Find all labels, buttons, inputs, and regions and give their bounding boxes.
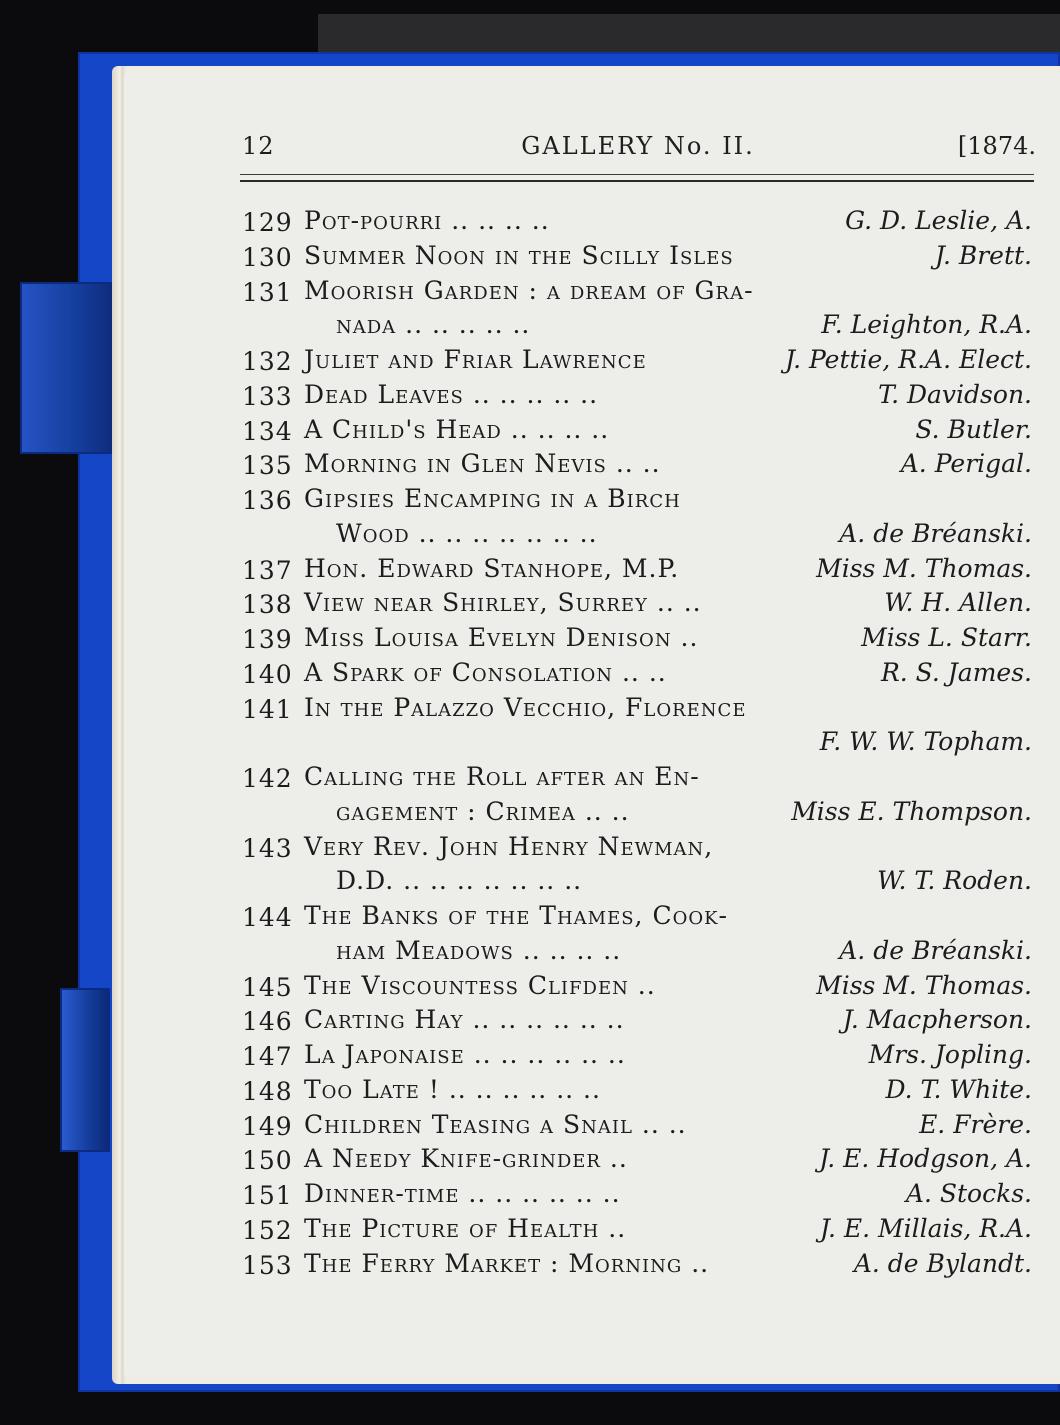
entry-title: Dead Leaves .. .. .. .. ..	[304, 379, 599, 409]
entry-number: 143	[242, 833, 293, 863]
catalogue-entry	[240, 1040, 1034, 1074]
entry-title: nada .. .. .. .. ..	[336, 310, 531, 340]
entry-artist: J. E. Hodgson, A.	[819, 1144, 1032, 1174]
catalogue-entry	[240, 693, 1034, 727]
entry-artist: S. Butler.	[915, 414, 1032, 444]
entry-artist: A. Perigal.	[900, 449, 1032, 479]
entry-artist: A. de Bylandt.	[853, 1248, 1032, 1278]
catalogue-entry	[240, 554, 1034, 588]
catalogue-entry	[240, 1179, 1034, 1213]
entry-artist: D. T. White.	[885, 1074, 1032, 1104]
catalogue-entry	[240, 276, 1034, 310]
page-number: 12	[242, 132, 275, 160]
catalogue-entry	[240, 901, 1034, 935]
entry-title: Moorish Garden : a dream of Gra-	[304, 275, 754, 305]
entry-number: 138	[242, 590, 293, 620]
entry-title: Morning in Glen Nevis .. ..	[304, 449, 661, 479]
entry-number: 142	[242, 764, 293, 793]
running-head	[240, 132, 1036, 168]
catalogue-entry	[240, 415, 1034, 449]
entry-number: 140	[242, 659, 293, 689]
entry-artist: Miss L. Starr.	[861, 623, 1032, 652]
catalogue-entry	[240, 449, 1034, 483]
entry-artist: W. H. Allen.	[884, 588, 1032, 618]
entry-artist: J. Pettie, R.A. Elect.	[785, 345, 1032, 374]
entry-title: A Child's Head .. .. .. ..	[304, 414, 610, 444]
catalogue-entry	[240, 1249, 1034, 1283]
entry-title: D.D. .. .. .. .. .. .. ..	[336, 866, 583, 896]
entry-title: A Spark of Consolation .. ..	[304, 657, 667, 687]
header-rule-thin	[240, 174, 1034, 175]
entry-title: A Needy Knife-grinder ..	[304, 1144, 628, 1174]
entry-number: 133	[242, 381, 293, 411]
entry-number: 144	[242, 903, 293, 932]
catalogue-entry	[240, 623, 1034, 657]
catalogue-entry	[240, 1075, 1034, 1109]
catalogue-entry	[240, 797, 1034, 831]
entry-number: 135	[242, 451, 293, 481]
entry-number: 132	[242, 347, 293, 376]
entry-artist: A. de Bréanski.	[839, 518, 1032, 548]
header-rule-thick	[240, 180, 1034, 182]
entry-number: 152	[242, 1215, 293, 1245]
catalogue-entry	[240, 727, 1034, 761]
entry-number: 136	[242, 486, 293, 515]
entry-number: 153	[242, 1250, 293, 1280]
entry-artist: J. Macpherson.	[842, 1005, 1032, 1035]
entry-title: La Japonaise .. .. .. .. .. ..	[304, 1040, 626, 1069]
entry-artist: Mrs. Jopling.	[868, 1040, 1032, 1069]
entry-title: Wood .. .. .. .. .. .. ..	[336, 518, 598, 548]
entry-title: gagement : Crimea .. ..	[336, 796, 630, 826]
entry-number: 150	[242, 1146, 293, 1176]
catalogue-entry	[240, 241, 1034, 275]
entry-number: 147	[242, 1042, 293, 1071]
entry-number: 146	[242, 1007, 293, 1037]
entry-title: Juliet and Friar Lawrence	[304, 345, 647, 374]
entry-title: The Ferry Market : Morning ..	[304, 1248, 710, 1278]
entry-title: The Banks of the Thames, Cook-	[304, 901, 728, 930]
entry-title: View near Shirley, Surrey .. ..	[304, 588, 702, 618]
clasp-tab-lower	[60, 988, 110, 1152]
catalogue-entry	[240, 971, 1034, 1005]
entry-number: 149	[242, 1111, 293, 1141]
entry-title: Miss Louisa Evelyn Denison ..	[304, 623, 699, 652]
entry-artist: Miss M. Thomas.	[816, 970, 1032, 1000]
entry-artist: Miss E. Thompson.	[791, 796, 1032, 826]
catalogue-entry	[240, 1005, 1034, 1039]
catalogue-entry	[240, 345, 1034, 379]
entry-number: 141	[242, 694, 293, 724]
catalogue-entry	[240, 310, 1034, 344]
entry-number: 148	[242, 1076, 293, 1106]
entry-number: 130	[242, 242, 293, 272]
entry-number: 151	[242, 1181, 293, 1210]
entry-title: Children Teasing a Snail .. ..	[304, 1109, 687, 1139]
entry-title: Hon. Edward Stanhope, M.P.	[304, 553, 680, 583]
catalogue-entry	[240, 380, 1034, 414]
entry-artist: A. Stocks.	[905, 1179, 1032, 1208]
year-label: [1874.	[957, 132, 1036, 160]
entry-number: 137	[242, 555, 293, 585]
entry-artist: J. E. Millais, R.A.	[819, 1213, 1032, 1243]
catalogue-entry	[240, 1214, 1034, 1248]
entry-title: In the Palazzo Vecchio, Florence	[304, 692, 747, 722]
catalogue-entry	[240, 1144, 1034, 1178]
entry-artist: E. Frère.	[919, 1109, 1032, 1139]
catalogue-entry	[240, 588, 1034, 622]
catalogue-entry	[240, 658, 1034, 692]
entry-number: 129	[242, 208, 293, 237]
catalogue-entry	[240, 484, 1034, 518]
entry-artist: R. S. James.	[880, 657, 1032, 687]
entry-artist: J. Brett.	[934, 240, 1032, 270]
entry-title: Dinner-time .. .. .. .. .. ..	[304, 1179, 621, 1208]
entry-number: 134	[242, 416, 293, 446]
catalogue-entry	[240, 206, 1034, 240]
entry-title: Calling the Roll after an En-	[304, 762, 700, 791]
catalogue-entry	[240, 866, 1034, 900]
entry-artist: W. T. Roden.	[877, 866, 1032, 896]
entry-title: Gipsies Encamping in a Birch	[304, 484, 681, 513]
catalogue-entry	[240, 1110, 1034, 1144]
entry-title: The Picture of Health ..	[304, 1213, 627, 1243]
gallery-title: GALLERY No. II.	[521, 132, 755, 160]
catalogue-entry	[240, 762, 1034, 796]
entry-title: The Viscountess Clifden ..	[304, 970, 656, 1000]
clasp-tab-upper	[20, 282, 112, 454]
entry-artist: G. D. Leslie, A.	[845, 206, 1032, 235]
entry-title: Carting Hay .. .. .. .. .. ..	[304, 1005, 625, 1035]
entry-title: Summer Noon in the Scilly Isles	[304, 240, 734, 270]
catalogue-entry	[240, 936, 1034, 970]
catalogue-entry	[240, 832, 1034, 866]
entry-artist: T. Davidson.	[878, 379, 1032, 409]
catalogue-entry	[240, 519, 1034, 553]
entry-title: ham Meadows .. .. .. ..	[336, 935, 622, 965]
entry-artist: A. de Bréanski.	[839, 935, 1032, 965]
entry-artist: F. Leighton, R.A.	[821, 310, 1032, 340]
entry-number: 139	[242, 625, 293, 654]
entry-title: Pot-pourri .. .. .. ..	[304, 206, 550, 235]
entry-title: Very Rev. John Henry Newman,	[304, 831, 714, 861]
entry-number: 145	[242, 972, 293, 1002]
entry-artist: F. W. W. Topham.	[819, 727, 1032, 757]
entry-artist: Miss M. Thomas.	[816, 553, 1032, 583]
entry-title: Too Late ! .. .. .. .. .. ..	[304, 1074, 601, 1104]
entry-number: 131	[242, 277, 293, 307]
